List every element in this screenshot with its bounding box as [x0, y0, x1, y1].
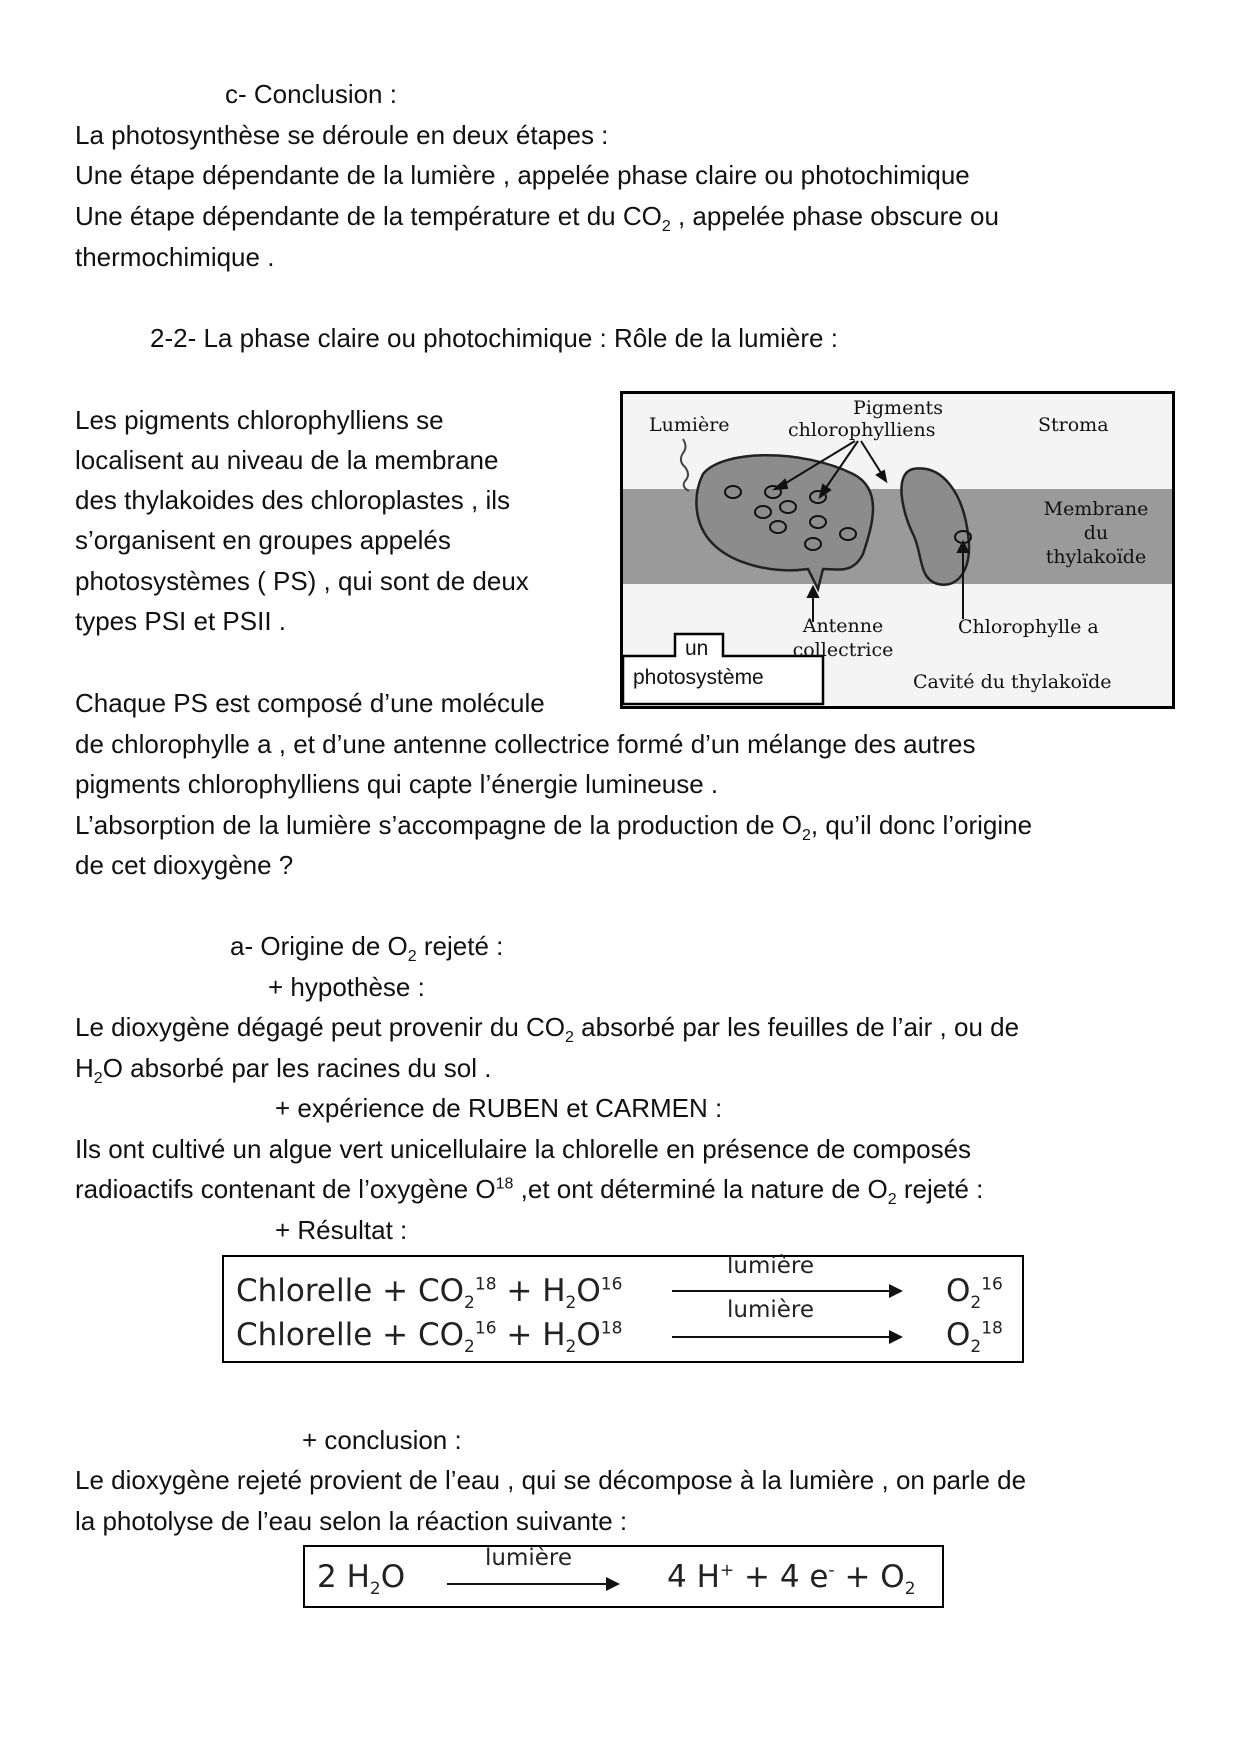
result-row-1-arrow-label: lumière [727, 1253, 815, 1279]
hypothese-line-2: $H_2O$ absorbé par les racines du sol . [75, 1053, 492, 1088]
photolysis-right: 4 H+ + 4 $e^- + O_2$ [667, 1559, 916, 1600]
label-un: un [685, 637, 709, 660]
result-row-1-arrow [672, 1290, 900, 1292]
final-conclusion-heading: + conclusion : [302, 1425, 462, 1455]
result-row-2-left: Chlorelle + $CO_2^{16} + H_2O^{18}$ [236, 1317, 623, 1358]
photolysis-box [303, 1545, 944, 1608]
result-row-1-left: Chlorelle + $CO_2^{18} + H_2O^{16}$ [236, 1273, 623, 1314]
conclusion-line-3: Une étape dépendante de la température et du $CO_2$ , appelée phase obscure ou [75, 201, 999, 236]
label-stroma: Stroma [1038, 414, 1109, 436]
result-row-2-arrow-label: lumière [727, 1297, 815, 1323]
conclusion-line-2: Une étape dépendante de la lumière , appelée phase claire ou photochimique [75, 160, 970, 190]
ps-line-4: L’absorption de la lumière s’accompagne de la production de $O_2$, qu’il donc l’origine [75, 810, 1033, 845]
photolysis-left: 2 $H_2O$ [317, 1559, 406, 1600]
pigments-line-2: localisent au niveau de la membrane [75, 445, 499, 475]
photolysis-arrow [447, 1583, 617, 1585]
pigments-line-6: types PSI et PSII . [75, 606, 286, 636]
hypothese-line-1: Le dioxygène dégagé peut provenir du $CO_2$ absorbé par les feuilles de l’air , ou de [75, 1012, 1020, 1047]
label-cavite: Cavité du thylakoïde [913, 671, 1112, 693]
label-membrane: Membrane du thylakoïde [1043, 498, 1149, 568]
conclusion-heading: c- Conclusion : [225, 79, 397, 109]
result-row-2-right: $O_2^{18}$ [946, 1317, 1003, 1358]
final-line-2: la photolyse de l’eau selon la réaction suivante : [75, 1506, 628, 1536]
hypothese-heading: + hypothèse : [268, 972, 425, 1002]
photolysis-arrow-label: lumière [485, 1545, 573, 1571]
results-box [222, 1255, 1024, 1363]
ps-line-5: de cet dioxygène ? [75, 850, 294, 880]
origine-heading: a- Origine de $O_2$ rejeté : [230, 931, 504, 966]
label-chlorophylle-a: Chlorophylle a [958, 616, 1099, 638]
experience-line-1: Ils ont cultivé un algue vert unicellulaire la chlorelle en présence de composés [75, 1134, 972, 1164]
label-antenne: Antenne collectrice [792, 615, 894, 661]
result-row-1-right: $O_2^{16}$ [946, 1273, 1003, 1314]
experience-heading: + expérience de RUBEN et CARMEN : [275, 1093, 723, 1123]
pigments-line-5: photosystèmes ( PS) , qui sont de deux [75, 566, 529, 596]
label-lumiere: Lumière [649, 414, 730, 436]
final-line-1: Le dioxygène rejeté provient de l’eau , qui se décompose à la lumière , on parle de [75, 1465, 1027, 1495]
ps-line-3: pigments chlorophylliens qui capte l’énergie lumineuse . [75, 769, 719, 799]
label-pigments: Pigments [853, 397, 943, 419]
pigments-line-4: s’organisent en groupes appelés [75, 525, 451, 555]
label-photosysteme: photosystème [633, 666, 764, 689]
pigments-line-1: Les pigments chlorophylliens se [75, 405, 444, 435]
label-chlorophylliens: chlorophylliens [788, 419, 936, 441]
conclusion-line-1: La photosynthèse se déroule en deux étapes : [75, 120, 609, 150]
conclusion-line-4: thermochimique . [75, 242, 275, 272]
experience-line-2: radioactifs contenant de l’oxygène $O^{18}$ ,et ont déterminé la nature de $O_2$ rejeté : [75, 1174, 984, 1209]
ps-line-2: de chlorophylle a , et d’une antenne collectrice formé d’un mélange des autres [75, 729, 976, 759]
result-row-2-arrow [672, 1336, 900, 1338]
photosystem-figure [620, 391, 1175, 709]
resultat-heading: + Résultat : [275, 1215, 408, 1245]
pigments-line-3: des thylakoides des chloroplastes , ils [75, 485, 511, 515]
ps-line-1: Chaque PS est composé d’une molécule [75, 688, 545, 718]
section-title: 2-2- La phase claire ou photochimique : Rôle de la lumière : [150, 323, 838, 353]
